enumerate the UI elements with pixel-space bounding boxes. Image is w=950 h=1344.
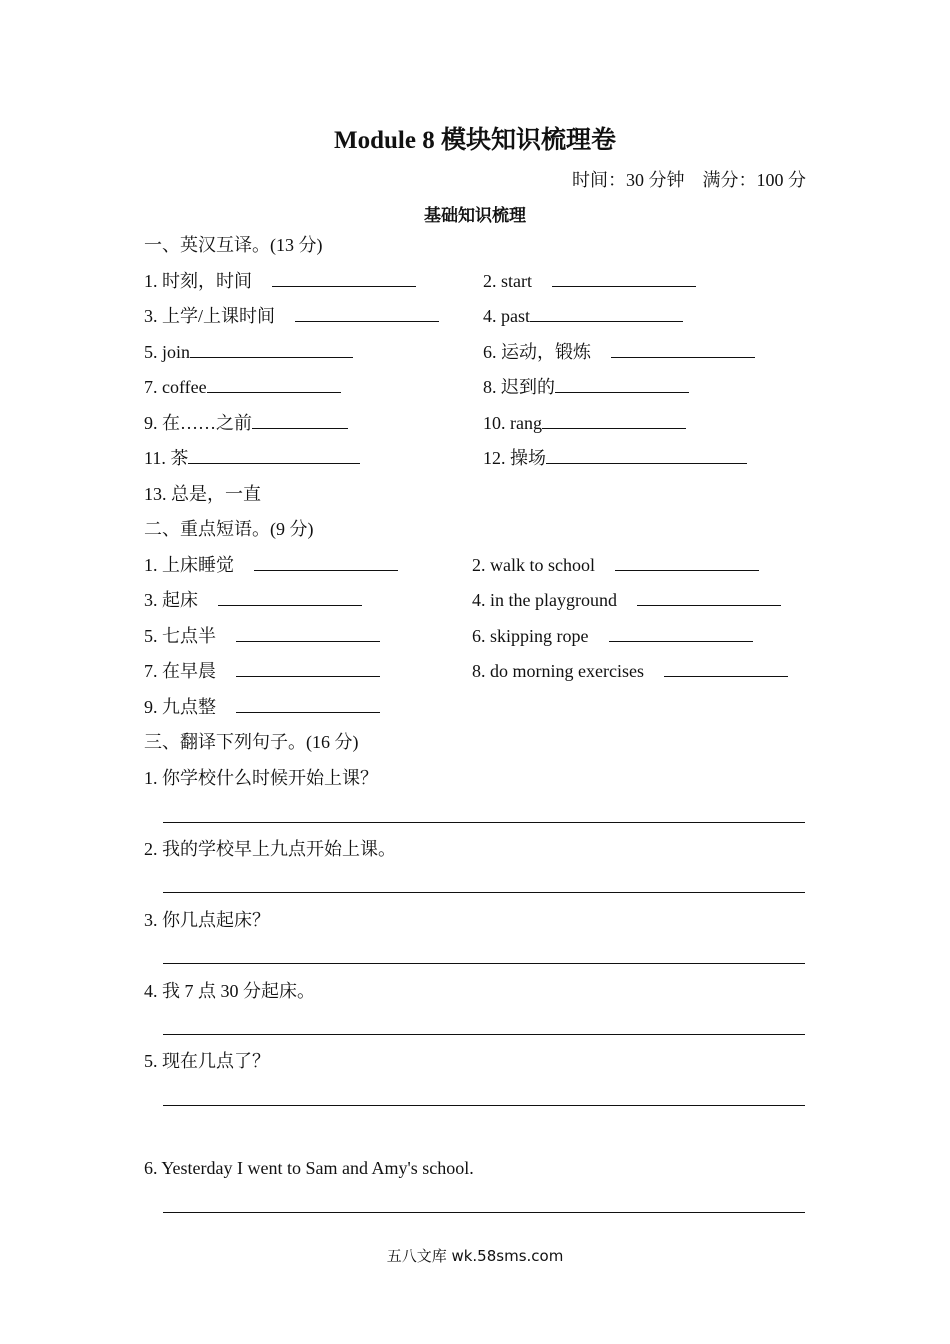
answer-blank[interactable] (272, 270, 416, 287)
s3-item-3: 3. 你几点起床？ (144, 910, 270, 930)
s1-item-6: 6. 运动，锻炼 (483, 340, 755, 364)
section-subtitle: 基础知识梳理 (424, 206, 526, 225)
answer-blank[interactable] (637, 589, 781, 606)
section2-heading: 二、重点短语。(9 分) (144, 519, 314, 539)
footer-watermark: 五八文库 wk.58sms.com (386, 1247, 564, 1265)
s1-item-3: 3. 上学/上课时间 (144, 304, 439, 328)
s1-item-4: 4. past (483, 304, 683, 328)
answer-line[interactable] (163, 822, 805, 823)
s1-item-7: 7. coffee (144, 375, 341, 399)
answer-blank[interactable] (530, 305, 683, 322)
answer-blank[interactable] (552, 270, 696, 287)
s1-item-10: 10. rang (483, 411, 686, 435)
page-title: Module 8 模块知识梳理卷 (334, 127, 616, 154)
answer-blank[interactable] (236, 625, 380, 642)
s3-item-5: 5. 现在几点了？ (144, 1051, 270, 1071)
s1-item-13: 13. 总是，一直 (144, 484, 261, 504)
s2-item-9: 9. 九点整 (144, 695, 380, 719)
answer-line[interactable] (163, 1212, 805, 1213)
answer-blank[interactable] (615, 554, 759, 571)
answer-blank[interactable] (254, 554, 398, 571)
s1-item-11: 11. 茶 (144, 446, 360, 470)
time-score-info: 时间：30 分钟 满分：100 分 (572, 170, 806, 190)
s2-item-1: 1. 上床睡觉 (144, 553, 398, 577)
s2-item-4: 4. in the playground (472, 588, 781, 612)
s2-item-5: 5. 七点半 (144, 624, 380, 648)
s1-item-5: 5. join (144, 340, 353, 364)
answer-line[interactable] (163, 1105, 805, 1106)
answer-line[interactable] (163, 892, 805, 893)
s3-item-4: 4. 我 7 点 30 分起床。 (144, 981, 315, 1001)
answer-blank[interactable] (664, 660, 788, 677)
section1-heading: 一、英汉互译。(13 分) (144, 235, 323, 255)
s2-item-6: 6. skipping rope (472, 624, 753, 648)
s1-item-9: 9. 在……之前 (144, 411, 348, 435)
answer-blank[interactable] (236, 660, 380, 677)
answer-blank[interactable] (252, 412, 348, 429)
s2-item-7: 7. 在早晨 (144, 659, 380, 683)
answer-blank[interactable] (188, 447, 360, 464)
s1-item-12: 12. 操场 (483, 446, 747, 470)
answer-blank[interactable] (207, 376, 341, 393)
answer-blank[interactable] (546, 447, 747, 464)
s1-item-2: 2. start (483, 269, 696, 293)
answer-blank[interactable] (236, 696, 380, 713)
answer-blank[interactable] (190, 341, 353, 358)
answer-blank[interactable] (218, 589, 362, 606)
answer-blank[interactable] (542, 412, 686, 429)
answer-blank[interactable] (555, 376, 689, 393)
answer-line[interactable] (163, 963, 805, 964)
s3-item-2: 2. 我的学校早上九点开始上课。 (144, 839, 396, 859)
answer-blank[interactable] (611, 341, 755, 358)
answer-blank[interactable] (295, 305, 439, 322)
answer-line[interactable] (163, 1034, 805, 1035)
answer-blank[interactable] (609, 625, 753, 642)
s2-item-3: 3. 起床 (144, 588, 362, 612)
s2-item-8: 8. do morning exercises (472, 659, 788, 683)
s1-item-8: 8. 迟到的 (483, 375, 689, 399)
s3-item-6: 6. Yesterday I went to Sam and Amy's school. (144, 1158, 474, 1178)
section3-heading: 三、翻译下列句子。(16 分) (144, 732, 359, 752)
s2-item-2: 2. walk to school (472, 553, 759, 577)
s3-item-1: 1. 你学校什么时候开始上课？ (144, 768, 378, 788)
s1-item-1: 1. 时刻，时间 (144, 269, 416, 293)
